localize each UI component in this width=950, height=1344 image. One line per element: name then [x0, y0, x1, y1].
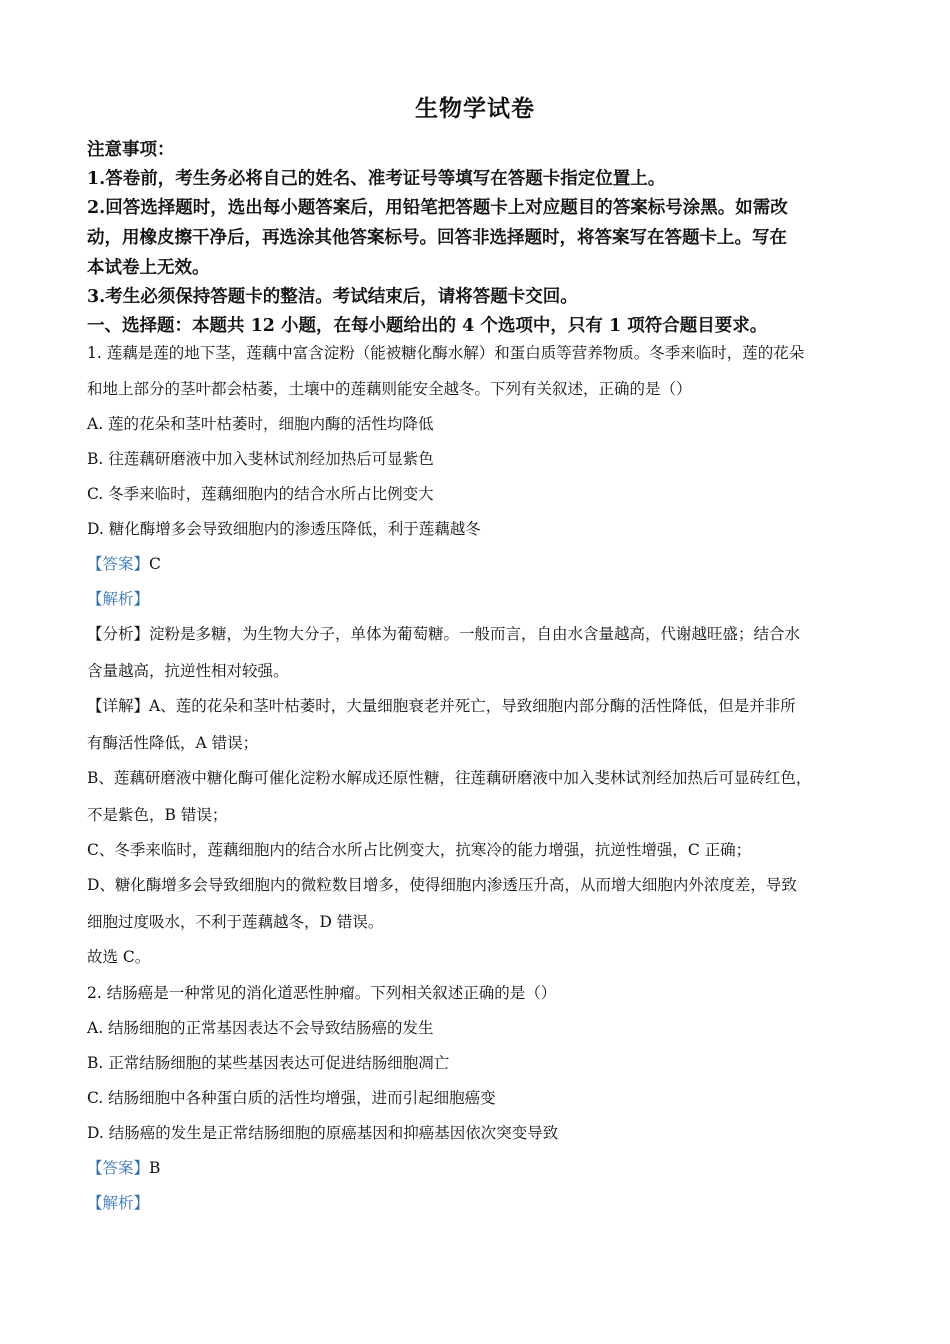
q1-fenxi-line-2: 含量越高，抗逆性相对较强。	[87, 662, 289, 680]
q1-stem-line-1: 1. 莲藕是莲的地下茎，莲藕中富含淀粉（能被糖化酶水解）和蛋白质等营养物质。冬季来临时，莲的花朵	[87, 344, 805, 362]
answer-tag: 【答案】	[87, 1159, 150, 1177]
q2-option-c: C. 结肠细胞中各种蛋白质的活性均增强，进而引起细胞癌变	[87, 1089, 496, 1107]
q1-stem-line-2: 和地上部分的茎叶都会枯萎，土壤中的莲藕则能安全越冬。下列有关叙述，正确的是（）	[87, 380, 692, 398]
q1-option-c: C. 冬季来临时，莲藕细胞内的结合水所占比例变大	[87, 485, 434, 503]
q2-option-a: A. 结肠细胞的正常基因表达不会导致结肠癌的发生	[87, 1019, 434, 1037]
q2-stem: 2. 结肠癌是一种常见的消化道恶性肿瘤。下列相关叙述正确的是（）	[87, 984, 557, 1002]
section-heading: 一、选择题：本题共 12 小题，在每小题给出的 4 个选项中，只有 1 项符合题目要求。	[87, 316, 768, 336]
q2-option-b: B. 正常结肠细胞的某些基因表达可促进结肠细胞凋亡	[87, 1054, 450, 1072]
notice-item-2-line-3: 本试卷上无效。	[87, 258, 210, 278]
fenxi-tag: 【分析】	[87, 625, 150, 643]
xiangjie-text: A、莲的花朵和茎叶枯萎时，大量细胞衰老并死亡，导致细胞内部分酶的活性降低，但是并非所	[149, 697, 796, 715]
notice-item-2-line-1: 2.回答选择题时，选出每小题答案后，用铅笔把答题卡上对应题目的答案标号涂黑。如需改	[87, 198, 788, 218]
q1-analysis-tag: 【解析】	[87, 590, 150, 608]
q1-option-b: B. 往莲藕研磨液中加入斐林试剂经加热后可显紫色	[87, 450, 434, 468]
answer-tag: 【答案】	[87, 555, 150, 573]
q1-answer	[87, 552, 161, 574]
q1-d-explain-line-2: 细胞过度吸水，不利于莲藕越冬，D 错误。	[87, 913, 384, 931]
q1-b-explain-line-2: 不是紫色，B 错误；	[87, 806, 228, 824]
q1-c-explain: C、冬季来临时，莲藕细胞内的结合水所占比例变大，抗寒冷的能力增强，抗逆性增强，C 正确；	[87, 841, 752, 859]
notice-item-3: 3.考生必须保持答题卡的整洁。考试结束后，请将答题卡交回。	[87, 287, 578, 307]
q1-option-d: D. 糖化酶增多会导致细胞内的渗透压降低，利于莲藕越冬	[87, 520, 481, 538]
q2-analysis-tag: 【解析】	[87, 1194, 150, 1212]
fenxi-text: 淀粉是多糖，为生物大分子，单体为葡萄糖。一般而言，自由水含量越高，代谢越旺盛；结合水	[149, 625, 801, 643]
q1-d-explain-line-1: D、糖化酶增多会导致细胞内的微粒数目增多，使得细胞内渗透压升高，从而增大细胞内外浓度差，导致	[87, 876, 797, 894]
xiangjie-tag: 【详解】	[87, 697, 150, 715]
answer-value: C	[149, 555, 161, 573]
q1-conclusion: 故选 C。	[87, 948, 151, 966]
notice-item-1: 1.答卷前，考生务必将自己的姓名、准考证号等填写在答题卡指定位置上。	[87, 169, 666, 189]
page-title: 生物学试卷	[415, 95, 535, 122]
notice-item-2-line-2: 动，用橡皮擦干净后，再选涂其他答案标号。回答非选择题时，将答案写在答题卡上。写在	[87, 228, 787, 248]
q1-option-a: A. 莲的花朵和茎叶枯萎时，细胞内酶的活性均降低	[87, 415, 434, 433]
answer-value: B	[149, 1159, 161, 1177]
q2-answer	[87, 1156, 160, 1178]
notice-heading: 注意事项：	[87, 140, 175, 160]
q2-option-d: D. 结肠癌的发生是正常结肠细胞的原癌基因和抑癌基因依次突变导致	[87, 1124, 559, 1142]
q1-fenxi-line-1	[87, 622, 800, 644]
q1-xiangjie-line-2: 有酶活性降低，A 错误；	[87, 734, 259, 752]
q1-xiangjie-line-1	[87, 694, 796, 716]
q1-b-explain-line-1: B、莲藕研磨液中糖化酶可催化淀粉水解成还原性糖，往莲藕研磨液中加入斐林试剂经加热后可显砖红色，	[87, 769, 812, 787]
